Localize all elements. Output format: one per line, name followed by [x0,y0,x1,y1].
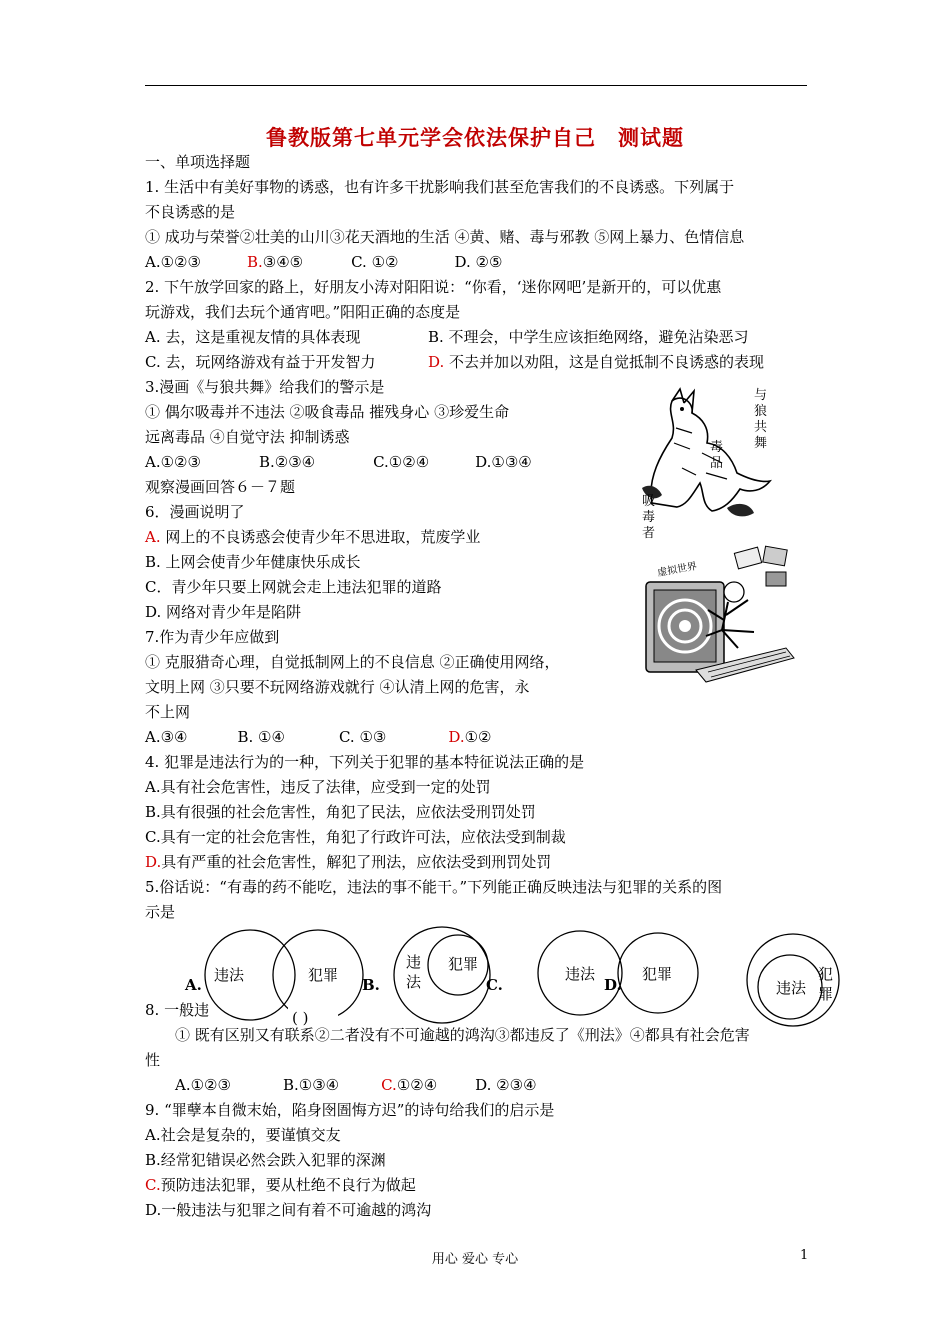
q4-option-d [145,852,551,872]
q2-option-c: C. 去，玩网络游戏有益于开发智力 [145,353,376,371]
q4-option-d-text: 具有严重的社会危害性，解犯了刑法，应依法受到刑罚处罚 [161,853,552,871]
q5-stem-line1: 5.俗话说：“有毒的药不能吃，违法的事不能干。”下列能正确反映违法与犯罪的关系的图 [145,878,723,896]
q9-option-a: A.社会是复杂的，要谨慎交友 [145,1126,341,1144]
diagram-d-label: D. [604,976,622,994]
q67-intro: 观察漫画回答６－７题 [145,478,296,496]
q4-option-a: A.具有社会危害性，违反了法律，应受到一定的处罚 [145,778,491,796]
q7-options [145,727,492,747]
q2-option-d [428,352,764,372]
q7-option-d-letter: D. [448,728,465,746]
q9-option-c-text: 预防违法犯罪，要从杜绝不良行为做起 [160,1176,416,1194]
page-footer: 用心 爱心 专心 [431,1252,519,1267]
q8-stem: 8. 一般违 [145,1001,210,1019]
q4-stem: 4. 犯罪是违法行为的一种，下列关于犯罪的基本特征说法正确的是 [145,753,585,771]
q9-stem: 9. “罪孽本自微末始，陷身囹圄悔方迟”的诗句给我们的启示是 [145,1101,555,1119]
virtual-world-cartoon [636,540,796,690]
header-rule [145,85,807,86]
q8-option-c-letter: C. [381,1076,397,1094]
q6-option-c: C．青少年只要上网就会走上违法犯罪的道路 [145,578,442,596]
q6-option-a [145,527,480,547]
cartoon-label-left: 吸毒者 [642,494,656,541]
q3-option-b: B.②③④ [258,453,316,471]
q3-line2: 远离毒品 ④自觉守法 抑制诱惑 [145,428,350,446]
q2-option-d-letter: D. [428,353,445,371]
q7-option-b: B. ①④ [237,728,285,746]
diagram-d-fan: 犯 [818,965,834,983]
diagram-a-weifa: 违法 [214,966,245,984]
q9-option-c-letter: C. [145,1176,161,1194]
q2-option-a: A. 去，这是重视友情的具体表现 [145,328,361,346]
q9-option-d: D.一般违法与犯罪之间有着不可逾越的鸿沟 [145,1201,432,1219]
diagram-b-fanzui: 犯罪 [448,955,479,973]
q4-option-b: B.具有很强的社会危害性，角犯了民法，应依法受刑罚处罚 [145,803,536,821]
q7-stem: 7.作为青少年应做到 [145,628,280,646]
q9-option-c [145,1175,416,1195]
diagram-c-fanzui: 犯罪 [642,965,673,983]
diagram-b-fa: 法 [406,973,422,991]
q7-option-d: ①② [464,728,492,746]
cartoon-label-right: 毒品 [710,440,724,471]
q3-stem: 3.漫画《与狼共舞》给我们的警示是 [145,378,385,396]
q6-stem: 6．漫画说明了 [145,503,245,521]
virtual-world-label: 虚拟世界 [656,561,698,579]
q6-option-a-text: 网上的不良诱惑会使青少年不思进取，荒废学业 [160,528,481,546]
page-number: 1 [800,1248,809,1263]
q2-stem-line1: 2. 下午放学回家的路上，好朋友小涛对阳阳说：“你看，‘迷你网吧’是新开的，可以优惠 [145,278,722,296]
cartoon-title: 与狼共舞 [754,388,768,451]
q7-line2: 文明上网 ③只要不玩网络游戏就行 ④认清上网的危害，永 [145,678,530,696]
diagram-a-label: A. [185,976,202,994]
section-heading: 一、单项选择题 [145,153,251,171]
q3-option-c: C.①②④ [373,453,430,471]
q1-option-d: D. ②⑤ [454,253,503,271]
q2-option-d-text: 不去并加以劝阻，这是自觉抵制不良诱惑的表现 [444,353,765,371]
q6-option-d: D. 网络对青少年是陷阱 [145,603,302,621]
venn-diagrams [140,915,860,1030]
diagram-d-zui: 罪 [818,985,834,1003]
q1-option-a: A.①②③ [145,253,201,271]
diagram-c-weifa: 违法 [565,965,596,983]
q3-options [145,452,532,472]
q1-option-b: ③④⑤ [262,253,304,271]
q8-option-c: ①②④ [396,1076,438,1094]
q5-stem-line2: 示是 [145,903,176,921]
q7-option-a: A.③④ [145,728,188,746]
q6-option-a-letter: A. [145,528,161,546]
q8-option-a: A.①②③ [175,1076,231,1094]
q4-option-c: C.具有一定的社会危害性，角犯了行政许可法，应依法受到制裁 [145,828,566,846]
q1-stem-line1: 1. 生活中有美好事物的诱惑，也有许多干扰影响我们甚至危害我们的不良诱惑。下列属于 [145,178,735,196]
wolf-dance-cartoon [632,383,782,541]
q8-option-b: B.①③④ [282,1076,340,1094]
page-title: 鲁教版第七单元学会依法保护自己 测试题 [266,126,684,150]
diagram-b-label: B. [362,976,380,994]
q8-option-d: D. ②③④ [475,1076,537,1094]
q4-option-d-letter: D. [145,853,162,871]
q1-items: ① 成功与荣誉②壮美的山川③花天酒地的生活 ④黄、赌、毒与邪教 ⑤网上暴力、色情信息 [145,228,745,246]
q1-option-c: C. ①② [351,253,399,271]
q1-stem-line2: 不良诱惑的是 [145,203,236,221]
q9-option-b: B.经常犯错误必然会跌入犯罪的深渊 [145,1151,386,1169]
q5-answer-blank: ( ) [292,1009,309,1027]
q7-option-c: C. ①③ [338,728,387,746]
q6-option-b: B. 上网会使青少年健康快乐成长 [145,553,361,571]
q7-line1: ① 克服猎奇心理，自觉抵制网上的不良信息 ②正确使用网络， [145,653,560,671]
q8-line1: ① 既有区别又有联系②二者没有不可逾越的鸿沟③都违反了《刑法》④都具有社会危害 [175,1026,750,1044]
diagram-c-label: C. [486,976,503,994]
q1-options [145,252,502,272]
q3-line1: ① 偶尔吸毒并不违法 ②吸食毒品 摧残身心 ③珍爱生命 [145,403,510,421]
diagram-a-fanzui: 犯罪 [308,966,339,984]
q8-options [175,1075,537,1095]
q2-stem-line2: 玩游戏，我们去玩个通宵吧。”阳阳正确的态度是 [145,303,461,321]
q8-line2: 性 [145,1051,161,1069]
diagram-d-weifa: 违法 [776,979,807,997]
q3-option-d: D.①③④ [475,453,532,471]
q2-option-b: B. 不理会，中学生应该拒绝网络，避免沾染恶习 [428,328,749,346]
diagram-b-wei: 违 [406,953,422,971]
q1-option-b-letter: B. [246,253,263,271]
q3-option-a: A.①②③ [145,453,201,471]
q7-line3: 不上网 [145,703,191,721]
